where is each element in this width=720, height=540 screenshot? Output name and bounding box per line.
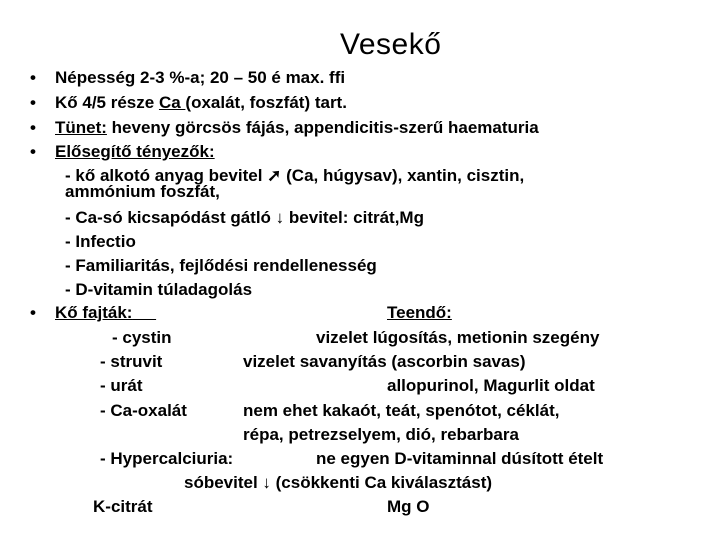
text: Kő 4/5 része: [55, 93, 159, 112]
population-line: Népesség 2-3 %-a; 20 – 50 é max. ffi: [55, 68, 346, 87]
bullet: •: [30, 142, 36, 161]
text: - kő alkotó anyag bevitel: [65, 166, 268, 185]
action-urat: allopurinol, Magurlit oldat: [387, 376, 595, 395]
text: (Ca, húgysav), xantin, cisztin,: [281, 166, 525, 185]
arrow-up-right-icon: ➚: [267, 166, 282, 185]
text: - Ca-só kicsapódást gátló: [65, 208, 276, 227]
stone-type-struvit: - struvit: [100, 352, 163, 371]
factor-line-2: [65, 208, 424, 228]
k-citrate: K-citrát: [93, 497, 153, 516]
arrow-down-icon: ↓: [275, 208, 285, 227]
calcium-text: Ca: [158, 93, 186, 112]
salt-intake-line: [184, 473, 492, 493]
stone-composition-line: [55, 93, 347, 113]
action-ca-oxalat-cont: répa, petrezselyem, dió, rebarbara: [243, 425, 519, 444]
text: (oxalát, foszfát) tart.: [185, 93, 347, 112]
stone-type-hypercalciuria: - Hypercalciuria:: [100, 449, 234, 468]
factor-line-4: - Familiaritás, fejlődési rendellenesség: [65, 256, 377, 275]
action-cystin: vizelet lúgosítás, metionin szegény: [316, 328, 600, 347]
factor-line-3: - Infectio: [65, 232, 136, 251]
bullet: •: [30, 68, 36, 87]
action-heading: Teendő:: [387, 303, 452, 322]
page-title: Vesekő: [340, 28, 442, 61]
bullet: •: [30, 93, 36, 112]
symptom-line: [55, 118, 539, 138]
action-struvit: vizelet savanyítás (ascorbin savas): [243, 352, 526, 371]
symptom-label: Tünet:: [55, 118, 107, 137]
stone-type-cystin: - cystin: [112, 328, 172, 347]
factor-line-1-cont: ammónium foszfát,: [65, 182, 220, 201]
stone-types-label: Kő fajták:: [55, 303, 133, 322]
symptom-text: heveny görcsös fájás, appendicitis-szerű haematuria: [106, 118, 539, 137]
stone-type-ca-oxalat: - Ca-oxalát: [100, 401, 187, 420]
factors-label: Elősegítő tényezők:: [55, 142, 215, 161]
bullet: •: [30, 303, 36, 322]
text: (csökkenti Ca kiválasztást): [270, 473, 493, 492]
action-hypercalciuria: ne egyen D-vitaminnal dúsított ételt: [316, 449, 604, 468]
stone-types-heading: [55, 303, 156, 323]
arrow-down-icon: ↓: [262, 473, 271, 492]
text: bevitel: citrát,Mg: [284, 208, 424, 227]
text: sóbevitel: [184, 473, 263, 492]
factors-heading: [55, 142, 215, 162]
action-ca-oxalat: nem ehet kakaót, teát, spenótot, céklát,: [243, 401, 560, 420]
underline-gap: [132, 303, 156, 322]
stone-type-urat: - urát: [100, 376, 143, 395]
mg-o: Mg O: [387, 497, 430, 516]
factor-line-5: - D-vitamin túladagolás: [65, 280, 253, 299]
bullet: •: [30, 118, 36, 137]
